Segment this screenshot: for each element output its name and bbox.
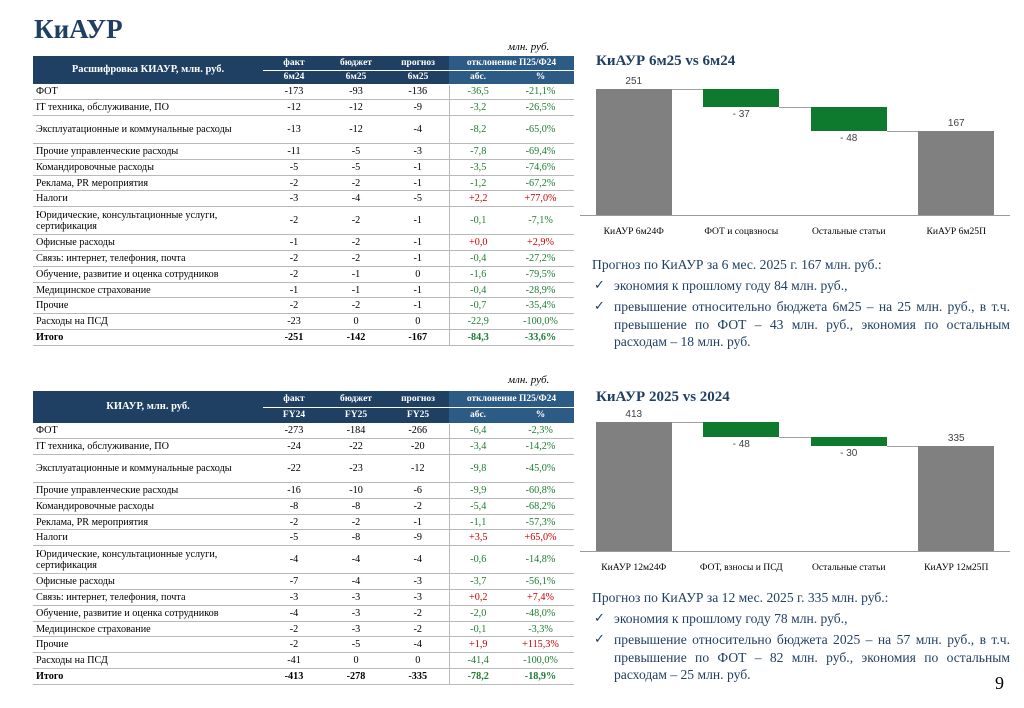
cell-dev-pct: -57,3%: [507, 514, 574, 530]
table-row: [33, 637, 574, 653]
summary-fy-item: ✓ превышение относительно бюджета 2025 – на 57 млн. руб., в т.ч. превышение по ФОТ – 82 млн. руб., экономия по остальным расходам – 25 млн. руб.: [594, 632, 1010, 682]
cell-dev-pct: +2,9%: [507, 235, 574, 251]
cell-budget: -4: [325, 574, 387, 590]
cell-budget: -23: [325, 455, 387, 483]
cell-dev-pct: +77,0%: [507, 191, 574, 207]
table-title: Расшифровка КИАУР, млн. руб.: [33, 56, 263, 84]
cell-budget: -2: [325, 235, 387, 251]
table-6m: [33, 56, 574, 346]
waterfall-connector: [779, 437, 811, 438]
cell-dev-pct: -3,3%: [507, 621, 574, 637]
cell-dev-abs: -0,1: [449, 621, 507, 637]
cell-budget: -4: [325, 191, 387, 207]
waterfall-connector: [887, 446, 919, 447]
cell-budget: 0: [325, 653, 387, 669]
row-name: Реклама, PR мероприятия: [33, 175, 263, 191]
summary-fy-item: ✓ экономия к прошлому году 78 млн. руб.,: [594, 610, 848, 626]
cell-budget: -2: [325, 207, 387, 235]
table-row: [33, 455, 574, 483]
cell-forecast: -1: [387, 159, 449, 175]
waterfall-value-label: 335: [947, 433, 965, 445]
table-row: [33, 546, 574, 574]
row-name: Офисные расходы: [33, 574, 263, 590]
cell-forecast: -20: [387, 439, 449, 455]
table-title: КИАУР, млн. руб.: [33, 391, 263, 423]
row-name: Расходы на ПСД: [33, 653, 263, 669]
row-name: Прочие управленческие расходы: [33, 144, 263, 160]
cell-budget: -3: [325, 590, 387, 606]
cell-dev-pct: -7,1%: [507, 207, 574, 235]
table-row: [33, 266, 574, 282]
row-name: Юридические, консультационные услуги, сертификация: [33, 207, 263, 235]
cell-dev-abs: +0,2: [449, 590, 507, 606]
cell-fact: -8: [263, 498, 325, 514]
cell-fact: -1: [263, 235, 325, 251]
waterfall-connector: [672, 422, 704, 423]
waterfall-bar: [918, 131, 994, 215]
cell-budget: -2: [325, 175, 387, 191]
row-name: Итого: [33, 669, 263, 685]
row-name: Связь: интернет, телефония, почта: [33, 251, 263, 267]
waterfall-category-label: Остальные статьи: [811, 562, 886, 573]
table-row: [33, 590, 574, 606]
cell-dev-pct: -56,1%: [507, 574, 574, 590]
table-row: [33, 605, 574, 621]
cell-dev-pct: -21,1%: [507, 84, 574, 100]
table-row: [33, 298, 574, 314]
cell-dev-abs: -8,2: [449, 116, 507, 144]
cell-fact: -22: [263, 455, 325, 483]
waterfall-fy-title: КиАУР 2025 vs 2024: [596, 389, 730, 405]
cell-dev-abs: +0,0: [449, 235, 507, 251]
page-title: КиАУР: [34, 14, 123, 44]
cell-dev-abs: +2,2: [449, 191, 507, 207]
col-deviation: отклонение П25/Ф24: [449, 391, 574, 407]
cell-dev-pct: +115,3%: [507, 637, 574, 653]
cell-fact: -2: [263, 251, 325, 267]
row-name: Юридические, консультационные услуги, сертификация: [33, 546, 263, 574]
row-name: Прочие: [33, 298, 263, 314]
cell-dev-abs: -7,8: [449, 144, 507, 160]
row-name: Реклама, PR мероприятия: [33, 514, 263, 530]
cell-budget: -3: [325, 621, 387, 637]
waterfall-category-label: КиАУР 6м24Ф: [603, 226, 664, 237]
table-row: [33, 530, 574, 546]
col-budget: бюджет: [325, 56, 387, 70]
cell-dev-abs: -1,6: [449, 266, 507, 282]
table-row: [33, 653, 574, 669]
table-row: [33, 159, 574, 175]
cell-forecast: -1: [387, 207, 449, 235]
cell-budget: -5: [325, 637, 387, 653]
cell-dev-pct: -67,2%: [507, 175, 574, 191]
cell-dev-pct: +7,4%: [507, 590, 574, 606]
table-row: [33, 514, 574, 530]
col-dev-abs: абс.: [449, 407, 507, 423]
cell-fact: -3: [263, 191, 325, 207]
row-name: Командировочные расходы: [33, 498, 263, 514]
cell-fact: -2: [263, 266, 325, 282]
row-name: Налоги: [33, 530, 263, 546]
col-deviation: отклонение П25/Ф24: [449, 56, 574, 70]
table-row: [33, 116, 574, 144]
table-row: [33, 100, 574, 116]
cell-fact: -4: [263, 546, 325, 574]
table-row: [33, 251, 574, 267]
waterfall-connector: [672, 89, 704, 90]
table-row: [33, 191, 574, 207]
cell-forecast: -3: [387, 144, 449, 160]
cell-forecast: -2: [387, 605, 449, 621]
cell-fact: -23: [263, 314, 325, 330]
cell-dev-pct: -2,3%: [507, 423, 574, 439]
cell-dev-pct: -48,0%: [507, 605, 574, 621]
row-name: Связь: интернет, телефония, почта: [33, 590, 263, 606]
col-forecast: прогноз: [387, 56, 449, 70]
cell-dev-abs: -41,4: [449, 653, 507, 669]
cell-dev-pct: +65,0%: [507, 530, 574, 546]
col-forecast-period: 6м25: [387, 70, 449, 84]
cell-dev-abs: -3,7: [449, 574, 507, 590]
cell-dev-pct: -100,0%: [507, 653, 574, 669]
table-row: [33, 621, 574, 637]
col-dev-pct: %: [507, 407, 574, 423]
col-fact-period: 6м24: [263, 70, 325, 84]
cell-budget: -8: [325, 530, 387, 546]
cell-fact: -24: [263, 439, 325, 455]
row-name: Офисные расходы: [33, 235, 263, 251]
cell-budget: -2: [325, 251, 387, 267]
cell-dev-pct: -33,6%: [507, 330, 574, 346]
cell-dev-abs: -0,7: [449, 298, 507, 314]
waterfall-value-label: - 37: [732, 109, 750, 121]
table-row: [33, 235, 574, 251]
unit-label-fy: млн. руб.: [508, 374, 550, 386]
waterfall-fy-chart: [580, 408, 1010, 552]
cell-fact: -4: [263, 605, 325, 621]
cell-fact: -1: [263, 282, 325, 298]
cell-fact: -2: [263, 514, 325, 530]
cell-dev-pct: -14,8%: [507, 546, 574, 574]
cell-forecast: -4: [387, 546, 449, 574]
cell-dev-abs: -5,4: [449, 498, 507, 514]
cell-fact: -2: [263, 175, 325, 191]
waterfall-value-label: - 48: [732, 438, 750, 450]
cell-fact: -12: [263, 100, 325, 116]
cell-dev-pct: -28,9%: [507, 282, 574, 298]
cell-dev-abs: -0,4: [449, 251, 507, 267]
cell-budget: -93: [325, 84, 387, 100]
cell-budget: -4: [325, 546, 387, 574]
cell-fact: -3: [263, 590, 325, 606]
col-fact-period: FY24: [263, 407, 325, 423]
cell-budget: 0: [325, 314, 387, 330]
cell-dev-abs: -6,4: [449, 423, 507, 439]
cell-dev-pct: -18,9%: [507, 669, 574, 685]
waterfall-bar: [596, 89, 672, 215]
table-row: [33, 207, 574, 235]
cell-budget: -142: [325, 330, 387, 346]
cell-forecast: -1: [387, 251, 449, 267]
cell-forecast: -4: [387, 637, 449, 653]
col-budget: бюджет: [325, 391, 387, 407]
cell-forecast: -3: [387, 590, 449, 606]
waterfall-category-label: КиАУР 12м25П: [924, 562, 989, 573]
row-name: Обучение, развитие и оценка сотрудников: [33, 605, 263, 621]
cell-forecast: -1: [387, 282, 449, 298]
row-name: Медицинское страхование: [33, 282, 263, 298]
cell-dev-abs: -3,4: [449, 439, 507, 455]
row-name: Эксплуатационные и коммунальные расходы: [33, 455, 263, 483]
cell-dev-pct: -74,6%: [507, 159, 574, 175]
cell-forecast: -9: [387, 100, 449, 116]
cell-fact: -2: [263, 637, 325, 653]
col-forecast-period: FY25: [387, 407, 449, 423]
table-total-row: [33, 669, 574, 685]
row-name: ФОТ: [33, 84, 263, 100]
table-row: [33, 314, 574, 330]
cell-fact: -11: [263, 144, 325, 160]
cell-forecast: -167: [387, 330, 449, 346]
row-name: Прочие управленческие расходы: [33, 483, 263, 499]
cell-forecast: -6: [387, 483, 449, 499]
summary-6m-item: ✓ превышение относительно бюджета 6м25 – на 25 млн. руб., в т.ч. превышение по ФОТ – 43 млн. руб., экономия по остальным расходам – 18 млн. руб.: [594, 299, 1010, 349]
cell-forecast: -5: [387, 191, 449, 207]
waterfall-connector: [779, 107, 811, 108]
row-name: Обучение, развитие и оценка сотрудников: [33, 266, 263, 282]
cell-dev-pct: -69,4%: [507, 144, 574, 160]
waterfall-category-label: КиАУР 6м25П: [926, 226, 987, 237]
cell-budget: -12: [325, 100, 387, 116]
cell-budget: -184: [325, 423, 387, 439]
waterfall-category-label: ФОТ, взносы и ПСД: [699, 562, 783, 573]
cell-forecast: -1: [387, 514, 449, 530]
cell-dev-abs: -0,6: [449, 546, 507, 574]
waterfall-category-label: ФОТ и соцвзносы: [704, 226, 779, 237]
cell-forecast: -266: [387, 423, 449, 439]
summary-6m: [592, 256, 1010, 355]
waterfall-value-label: 413: [625, 408, 643, 420]
unit-label-6m: млн. руб.: [508, 41, 550, 53]
cell-fact: -41: [263, 653, 325, 669]
cell-forecast: -2: [387, 621, 449, 637]
cell-forecast: -3: [387, 574, 449, 590]
waterfall-bar: [918, 446, 994, 551]
waterfall-connector: [887, 131, 919, 132]
row-name: Эксплуатационные и коммунальные расходы: [33, 116, 263, 144]
cell-dev-pct: -79,5%: [507, 266, 574, 282]
cell-dev-abs: -0,1: [449, 207, 507, 235]
summary-fy: [592, 589, 1010, 688]
cell-fact: -413: [263, 669, 325, 685]
table-row: [33, 483, 574, 499]
table-row: [33, 574, 574, 590]
table-row: [33, 439, 574, 455]
checkmark-icon: ✓: [594, 632, 605, 647]
cell-fact: -2: [263, 298, 325, 314]
row-name: IT техника, обслуживание, ПО: [33, 100, 263, 116]
col-dev-pct: %: [507, 70, 574, 84]
cell-dev-abs: -1,1: [449, 514, 507, 530]
summary-6m-item: ✓ экономия к прошлому году 84 млн. руб.,: [594, 277, 848, 293]
row-name: Итого: [33, 330, 263, 346]
table-row: [33, 144, 574, 160]
cell-budget: -2: [325, 514, 387, 530]
cell-dev-abs: -3,2: [449, 100, 507, 116]
cell-dev-abs: -84,3: [449, 330, 507, 346]
cell-dev-pct: -60,8%: [507, 483, 574, 499]
waterfall-value-label: - 48: [840, 133, 858, 145]
checkmark-icon: ✓: [594, 277, 605, 293]
cell-fact: -7: [263, 574, 325, 590]
cell-dev-abs: -9,9: [449, 483, 507, 499]
row-name: Налоги: [33, 191, 263, 207]
row-name: ФОТ: [33, 423, 263, 439]
cell-forecast: -9: [387, 530, 449, 546]
row-name: Расходы на ПСД: [33, 314, 263, 330]
cell-dev-pct: -100,0%: [507, 314, 574, 330]
cell-fact: -13: [263, 116, 325, 144]
waterfall-value-label: 167: [947, 117, 965, 129]
cell-budget: -12: [325, 116, 387, 144]
waterfall-6m-title: КиАУР 6м25 vs 6м24: [596, 53, 736, 69]
table-row: [33, 175, 574, 191]
cell-dev-pct: -14,2%: [507, 439, 574, 455]
row-name: IT техника, обслуживание, ПО: [33, 439, 263, 455]
waterfall-value-label: 251: [625, 75, 643, 87]
cell-forecast: -1: [387, 298, 449, 314]
table-row: [33, 282, 574, 298]
cell-dev-pct: -27,2%: [507, 251, 574, 267]
cell-dev-abs: -1,2: [449, 175, 507, 191]
cell-dev-pct: -65,0%: [507, 116, 574, 144]
cell-budget: -22: [325, 439, 387, 455]
waterfall-bar: [703, 89, 779, 108]
col-budget-period: 6м25: [325, 70, 387, 84]
waterfall-value-label: - 30: [840, 448, 858, 460]
col-budget-period: FY25: [325, 407, 387, 423]
cell-dev-pct: -35,4%: [507, 298, 574, 314]
cell-forecast: -4: [387, 116, 449, 144]
waterfall-bar: [811, 107, 887, 131]
cell-fact: -2: [263, 621, 325, 637]
cell-fact: -251: [263, 330, 325, 346]
table-total-row: [33, 330, 574, 346]
col-fact: факт: [263, 56, 325, 70]
cell-budget: -3: [325, 605, 387, 621]
cell-dev-abs: -9,8: [449, 455, 507, 483]
cell-dev-abs: -2,0: [449, 605, 507, 621]
cell-dev-abs: -0,4: [449, 282, 507, 298]
cell-forecast: -1: [387, 235, 449, 251]
col-forecast: прогноз: [387, 391, 449, 407]
waterfall-6m-chart: [580, 75, 1010, 216]
cell-dev-abs: -22,9: [449, 314, 507, 330]
cell-budget: -5: [325, 159, 387, 175]
cell-fact: -173: [263, 84, 325, 100]
waterfall-bar: [596, 422, 672, 551]
cell-dev-pct: -45,0%: [507, 455, 574, 483]
cell-budget: -5: [325, 144, 387, 160]
waterfall-category-label: Остальные статьи: [811, 226, 886, 237]
cell-forecast: -335: [387, 669, 449, 685]
waterfall-bar: [703, 422, 779, 437]
page-number: 9: [995, 673, 1004, 693]
cell-fact: -5: [263, 530, 325, 546]
cell-dev-abs: +1,9: [449, 637, 507, 653]
cell-budget: -10: [325, 483, 387, 499]
table-row: [33, 498, 574, 514]
cell-dev-pct: -26,5%: [507, 100, 574, 116]
cell-budget: -8: [325, 498, 387, 514]
row-name: Медицинское страхование: [33, 621, 263, 637]
cell-budget: -1: [325, 282, 387, 298]
cell-dev-abs: +3,5: [449, 530, 507, 546]
cell-budget: -278: [325, 669, 387, 685]
cell-forecast: -1: [387, 175, 449, 191]
cell-dev-abs: -36,5: [449, 84, 507, 100]
table-fy: [33, 391, 574, 685]
cell-forecast: -2: [387, 498, 449, 514]
cell-budget: -2: [325, 298, 387, 314]
waterfall-bar: [811, 437, 887, 446]
cell-forecast: 0: [387, 314, 449, 330]
table-row: [33, 84, 574, 100]
summary-6m-lead: Прогноз по КиАУР за 6 мес. 2025 г. 167 млн. руб.:: [592, 257, 882, 272]
cell-dev-abs: -3,5: [449, 159, 507, 175]
cell-dev-abs: -78,2: [449, 669, 507, 685]
cell-fact: -273: [263, 423, 325, 439]
table-row: [33, 423, 574, 439]
cell-forecast: -12: [387, 455, 449, 483]
row-name: Прочие: [33, 637, 263, 653]
checkmark-icon: ✓: [594, 299, 605, 314]
row-name: Командировочные расходы: [33, 159, 263, 175]
summary-fy-lead: Прогноз по КиАУР за 12 мес. 2025 г. 335 млн. руб.:: [592, 590, 889, 605]
cell-fact: -5: [263, 159, 325, 175]
checkmark-icon: ✓: [594, 610, 605, 626]
cell-fact: -16: [263, 483, 325, 499]
waterfall-category-label: КиАУР 12м24Ф: [601, 562, 667, 573]
cell-forecast: 0: [387, 266, 449, 282]
cell-fact: -2: [263, 207, 325, 235]
col-fact: факт: [263, 391, 325, 407]
cell-dev-pct: -68,2%: [507, 498, 574, 514]
cell-forecast: 0: [387, 653, 449, 669]
col-dev-abs: абс.: [449, 70, 507, 84]
cell-forecast: -136: [387, 84, 449, 100]
cell-budget: -1: [325, 266, 387, 282]
